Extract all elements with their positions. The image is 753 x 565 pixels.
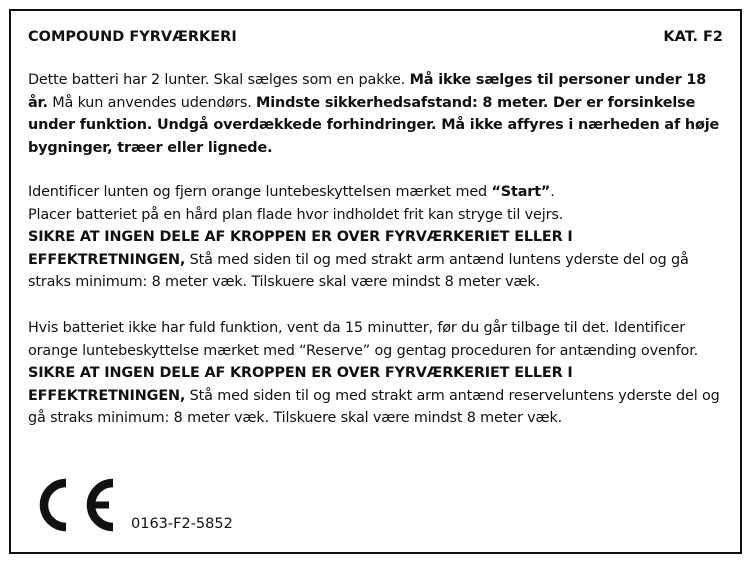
- p1-text-1: Dette batteri har 2 lunter. Skal sælges som en pakke.: [28, 72, 410, 88]
- p2-text-1: Identificer lunten og fjern orange luntebeskyttelsen mærket med: [28, 184, 492, 200]
- p2-placement: Placer batteriet på en hård plan flade hvor indholdet frit kan stryge til vejrs.: [28, 206, 564, 223]
- p1-safety-distance: Mindste sikkerhedsafstand: 8 meter. Der er forsinkelse under funktion. Undgå overdækkede forhindringer. Må ikke affyres i nærheden af høje bygninger, træer eller lignede.: [28, 94, 720, 156]
- paragraph-general: [28, 69, 726, 159]
- paragraph-instructions: [28, 181, 726, 294]
- product-code: 0163-F2-5852: [131, 516, 233, 532]
- warning-label: [9, 9, 742, 554]
- p2-start-label: “Start”: [491, 184, 551, 200]
- p1-text-2: Må kun anvendes udendørs.: [47, 94, 257, 111]
- p3-warning: SIKRE AT INGEN DELE AF KROPPEN ER OVER FYRVÆRKERIET ELLER I EFFEKTRETNINGEN,: [28, 365, 573, 404]
- p2-warning: SIKRE AT INGEN DELE AF KROPPEN ER OVER FYRVÆRKERIET ELLER I EFFEKTRETNINGEN,: [28, 229, 573, 268]
- p1-age-restriction: Må ikke sælges til personer under 18 år.: [28, 72, 707, 111]
- paragraph-misfire: [28, 317, 726, 430]
- ce-mark-icon: [31, 474, 117, 536]
- p2-period: .: [550, 184, 555, 200]
- p3-ignite: Stå med siden til og med strakt arm antænd reserveluntens yderste del og gå straks minimum: 8 meter væk. Tilskuere skal være mindst 8 meter væk.: [28, 387, 720, 427]
- brand-name: COMPOUND FYRVÆRKERI: [28, 29, 237, 45]
- label-header: [28, 29, 723, 45]
- p2-ignite: Stå med siden til og med strakt arm antænd luntens yderste del og gå straks minimum: 8 meter væk. Tilskuere skal være mindst 8 meter væk.: [28, 251, 689, 291]
- category-code: KAT. F2: [663, 29, 723, 45]
- p3-text-1: Hvis batteriet ikke har fuld funktion, vent da 15 minutter, før du går tilbage til det. Identificer orange luntebeskyttelse mærket med “Reserve” og gentag proceduren for antænding ovenfor.: [28, 320, 699, 359]
